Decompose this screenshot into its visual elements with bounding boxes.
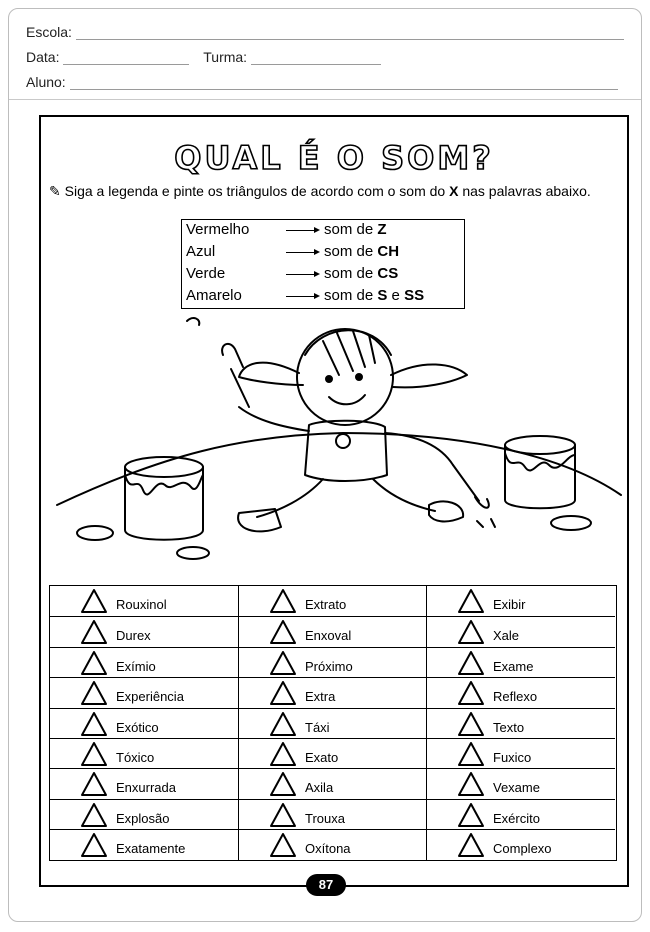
triangle-icon[interactable] — [80, 832, 108, 858]
word-label: Enxoval — [305, 628, 352, 644]
word-grid — [49, 585, 617, 861]
word-row — [50, 829, 238, 860]
page-title: QUAL É O SOM? — [174, 139, 494, 177]
legend-sound: som de CH — [324, 243, 400, 260]
word-row — [427, 829, 615, 860]
word-label: Oxítona — [305, 841, 351, 857]
arrow-icon — [286, 252, 318, 253]
word-label: Próximo — [305, 658, 353, 674]
triangle-icon[interactable] — [80, 588, 108, 614]
paint-can-left-icon — [77, 457, 209, 559]
girl-painting-illustration — [43, 315, 625, 577]
word-label: Trouxa — [305, 810, 345, 826]
word-label: Exatamente — [116, 841, 186, 857]
word-row — [239, 647, 427, 678]
page-number-badge: 87 — [306, 874, 346, 896]
word-label: Axila — [305, 780, 334, 796]
word-row — [427, 616, 615, 647]
triangle-icon[interactable] — [80, 680, 108, 706]
arrow-icon — [286, 230, 318, 231]
word-label: Reflexo — [493, 689, 538, 705]
word-row — [427, 586, 615, 616]
word-row — [239, 586, 427, 616]
word-label: Tóxico — [116, 750, 155, 765]
word-label: Exame — [493, 658, 534, 674]
turma-field[interactable] — [251, 52, 381, 65]
escola-label: Escola: — [26, 24, 72, 40]
word-row — [239, 768, 427, 799]
word-label: Texto — [493, 719, 525, 735]
triangle-icon[interactable] — [457, 741, 485, 767]
activity-frame — [39, 115, 629, 887]
triangle-icon[interactable] — [269, 619, 297, 645]
word-label: Extrato — [305, 597, 347, 612]
word-label: Exímio — [116, 658, 156, 674]
word-row — [50, 768, 238, 799]
triangle-icon[interactable] — [269, 832, 297, 858]
word-row — [50, 586, 238, 616]
triangle-icon[interactable] — [80, 741, 108, 767]
instruction-letter: X — [449, 183, 459, 199]
word-label: Xale — [493, 628, 520, 644]
triangle-icon[interactable] — [269, 650, 297, 676]
legend-color: Azul — [186, 243, 216, 260]
triangle-icon[interactable] — [80, 802, 108, 828]
triangle-icon[interactable] — [269, 741, 297, 767]
triangle-icon[interactable] — [457, 771, 485, 797]
triangle-icon[interactable] — [269, 711, 297, 737]
word-label: Exato — [305, 750, 339, 765]
word-label: Durex — [116, 628, 151, 644]
triangle-icon[interactable] — [80, 711, 108, 737]
pencil-icon: ✎ — [49, 183, 61, 199]
instruction-text-pre: Siga a legenda e pinte os triângulos de acordo com o som do — [64, 183, 450, 199]
word-row — [50, 647, 238, 678]
word-column-1 — [50, 586, 238, 860]
word-label: Fuxico — [493, 750, 532, 765]
word-row — [239, 708, 427, 739]
word-label: Exibir — [493, 597, 526, 612]
triangle-icon[interactable] — [80, 619, 108, 645]
turma-label: Turma: — [203, 49, 248, 65]
instruction-text-post: nas palavras abaixo. — [458, 183, 591, 199]
escola-field[interactable] — [76, 27, 624, 40]
aluno-label: Aluno: — [26, 74, 66, 90]
word-row — [50, 738, 238, 769]
legend-color: Amarelo — [186, 287, 242, 304]
word-row — [239, 616, 427, 647]
word-row — [427, 677, 615, 708]
word-label: Experiência — [116, 689, 184, 705]
aluno-row — [26, 74, 618, 90]
word-row — [427, 799, 615, 830]
data-field[interactable] — [63, 52, 189, 65]
word-label: Exército — [493, 810, 540, 826]
triangle-icon[interactable] — [269, 680, 297, 706]
triangle-icon[interactable] — [269, 588, 297, 614]
word-label: Vexame — [493, 780, 540, 796]
data-row — [26, 49, 381, 65]
triangle-icon[interactable] — [457, 711, 485, 737]
triangle-icon[interactable] — [457, 802, 485, 828]
word-row — [427, 647, 615, 678]
arrow-icon — [286, 274, 318, 275]
word-row — [427, 708, 615, 739]
word-row — [239, 799, 427, 830]
triangle-icon[interactable] — [457, 832, 485, 858]
paint-can-right-icon — [505, 436, 591, 530]
word-label: Complexo — [493, 841, 552, 857]
header — [9, 9, 641, 100]
worksheet-page — [8, 8, 642, 922]
triangle-icon[interactable] — [457, 619, 485, 645]
triangle-icon[interactable] — [80, 771, 108, 797]
word-row — [50, 616, 238, 647]
word-row — [239, 677, 427, 708]
word-row — [50, 677, 238, 708]
word-label: Enxurrada — [116, 780, 176, 796]
word-label: Exótico — [116, 719, 159, 735]
word-label: Táxi — [305, 719, 330, 735]
word-row — [50, 708, 238, 739]
legend-color: Vermelho — [186, 221, 250, 238]
word-label: Rouxinol — [116, 597, 167, 612]
legend-sound: som de CS — [324, 265, 399, 282]
instruction — [49, 183, 619, 200]
legend-color: Verde — [186, 265, 226, 282]
aluno-field[interactable] — [70, 77, 618, 90]
word-column-2 — [238, 586, 427, 860]
triangle-icon[interactable] — [269, 802, 297, 828]
legend-sound: som de S e SS — [324, 287, 425, 304]
word-row — [239, 738, 427, 769]
triangle-icon[interactable] — [457, 650, 485, 676]
triangle-icon[interactable] — [80, 650, 108, 676]
word-column-3 — [426, 586, 615, 860]
girl-figure — [222, 329, 489, 531]
word-label: Extra — [305, 689, 336, 705]
word-row — [427, 738, 615, 769]
legend-box — [181, 219, 465, 309]
word-row — [50, 799, 238, 830]
legend-sound: som de Z — [324, 221, 387, 238]
word-label: Explosão — [116, 810, 170, 826]
triangle-icon[interactable] — [269, 771, 297, 797]
word-row — [239, 829, 427, 860]
arrow-icon — [286, 296, 318, 297]
escola-row — [26, 24, 624, 40]
triangle-icon[interactable] — [457, 588, 485, 614]
data-label: Data: — [26, 49, 60, 65]
word-row — [427, 768, 615, 799]
triangle-icon[interactable] — [457, 680, 485, 706]
